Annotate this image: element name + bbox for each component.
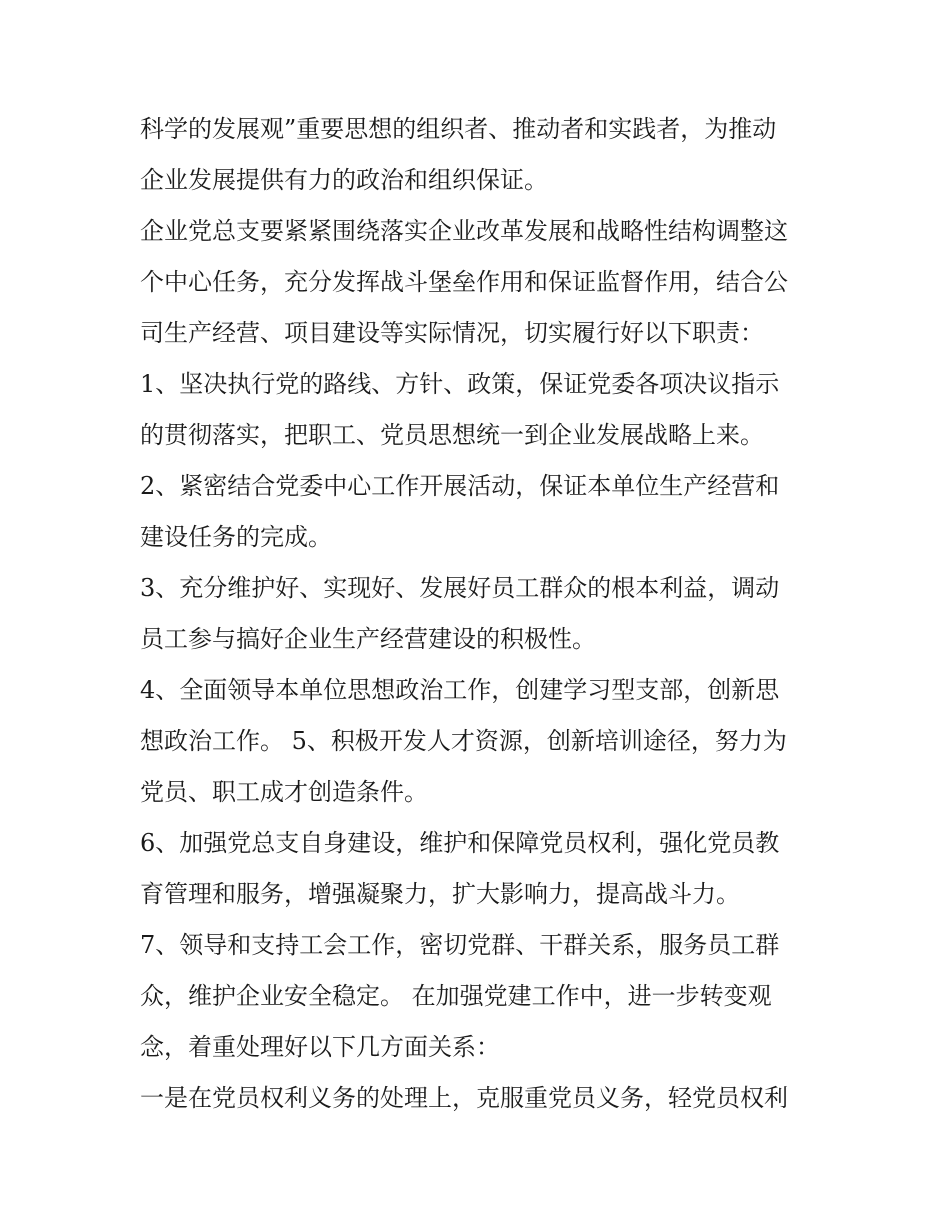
text-line: 建设任务的完成。 [140,523,332,551]
text-line: 科学的发展观”重要思想的组织者、推动者和实践者，为推动 [140,115,777,143]
text-line: 6、加强党总支自身建设，维护和保障党员权利，强化党员教 [140,829,780,857]
text-line: 企业党总支要紧紧围绕落实企业改革发展和战略性结构调整这 [140,217,788,245]
text-line: 员工参与搞好企业生产经营建设的积极性。 [140,625,596,653]
text-line: 众，维护企业安全稳定。 在加强党建工作中，进一步转变观 [140,982,772,1010]
body-text [140,104,820,1124]
text-line: 念，着重处理好以下几方面关系： [140,1033,500,1061]
text-line: 7、领导和支持工会工作，密切党群、干群关系，服务员工群 [140,931,780,959]
text-line: 1、坚决执行党的路线、方针、政策，保证党委各项决议指示 [140,370,780,398]
text-line: 的贯彻落实，把职工、党员思想统一到企业发展战略上来。 [140,421,764,449]
text-line: 司生产经营、项目建设等实际情况，切实履行好以下职责： [140,319,764,347]
text-line: 一是在党员权利义务的处理上，克服重党员义务，轻党员权利 [140,1084,788,1112]
text-line: 企业发展提供有力的政治和组织保证。 [140,166,548,194]
text-line: 3、充分维护好、实现好、发展好员工群众的根本利益，调动 [140,574,780,602]
text-line: 2、紧密结合党委中心工作开展活动，保证本单位生产经营和 [140,472,780,500]
text-line: 4、全面领导本单位思想政治工作，创建学习型支部，创新思 [140,676,780,704]
text-line: 党员、职工成才创造条件。 [140,778,428,806]
text-line: 育管理和服务，增强凝聚力，扩大影响力，提高战斗力。 [140,880,740,908]
text-line: 个中心任务，充分发挥战斗堡垒作用和保证监督作用，结合公 [140,268,788,296]
text-line: 想政治工作。 5、积极开发人才资源，创新培训途径，努力为 [140,727,787,755]
